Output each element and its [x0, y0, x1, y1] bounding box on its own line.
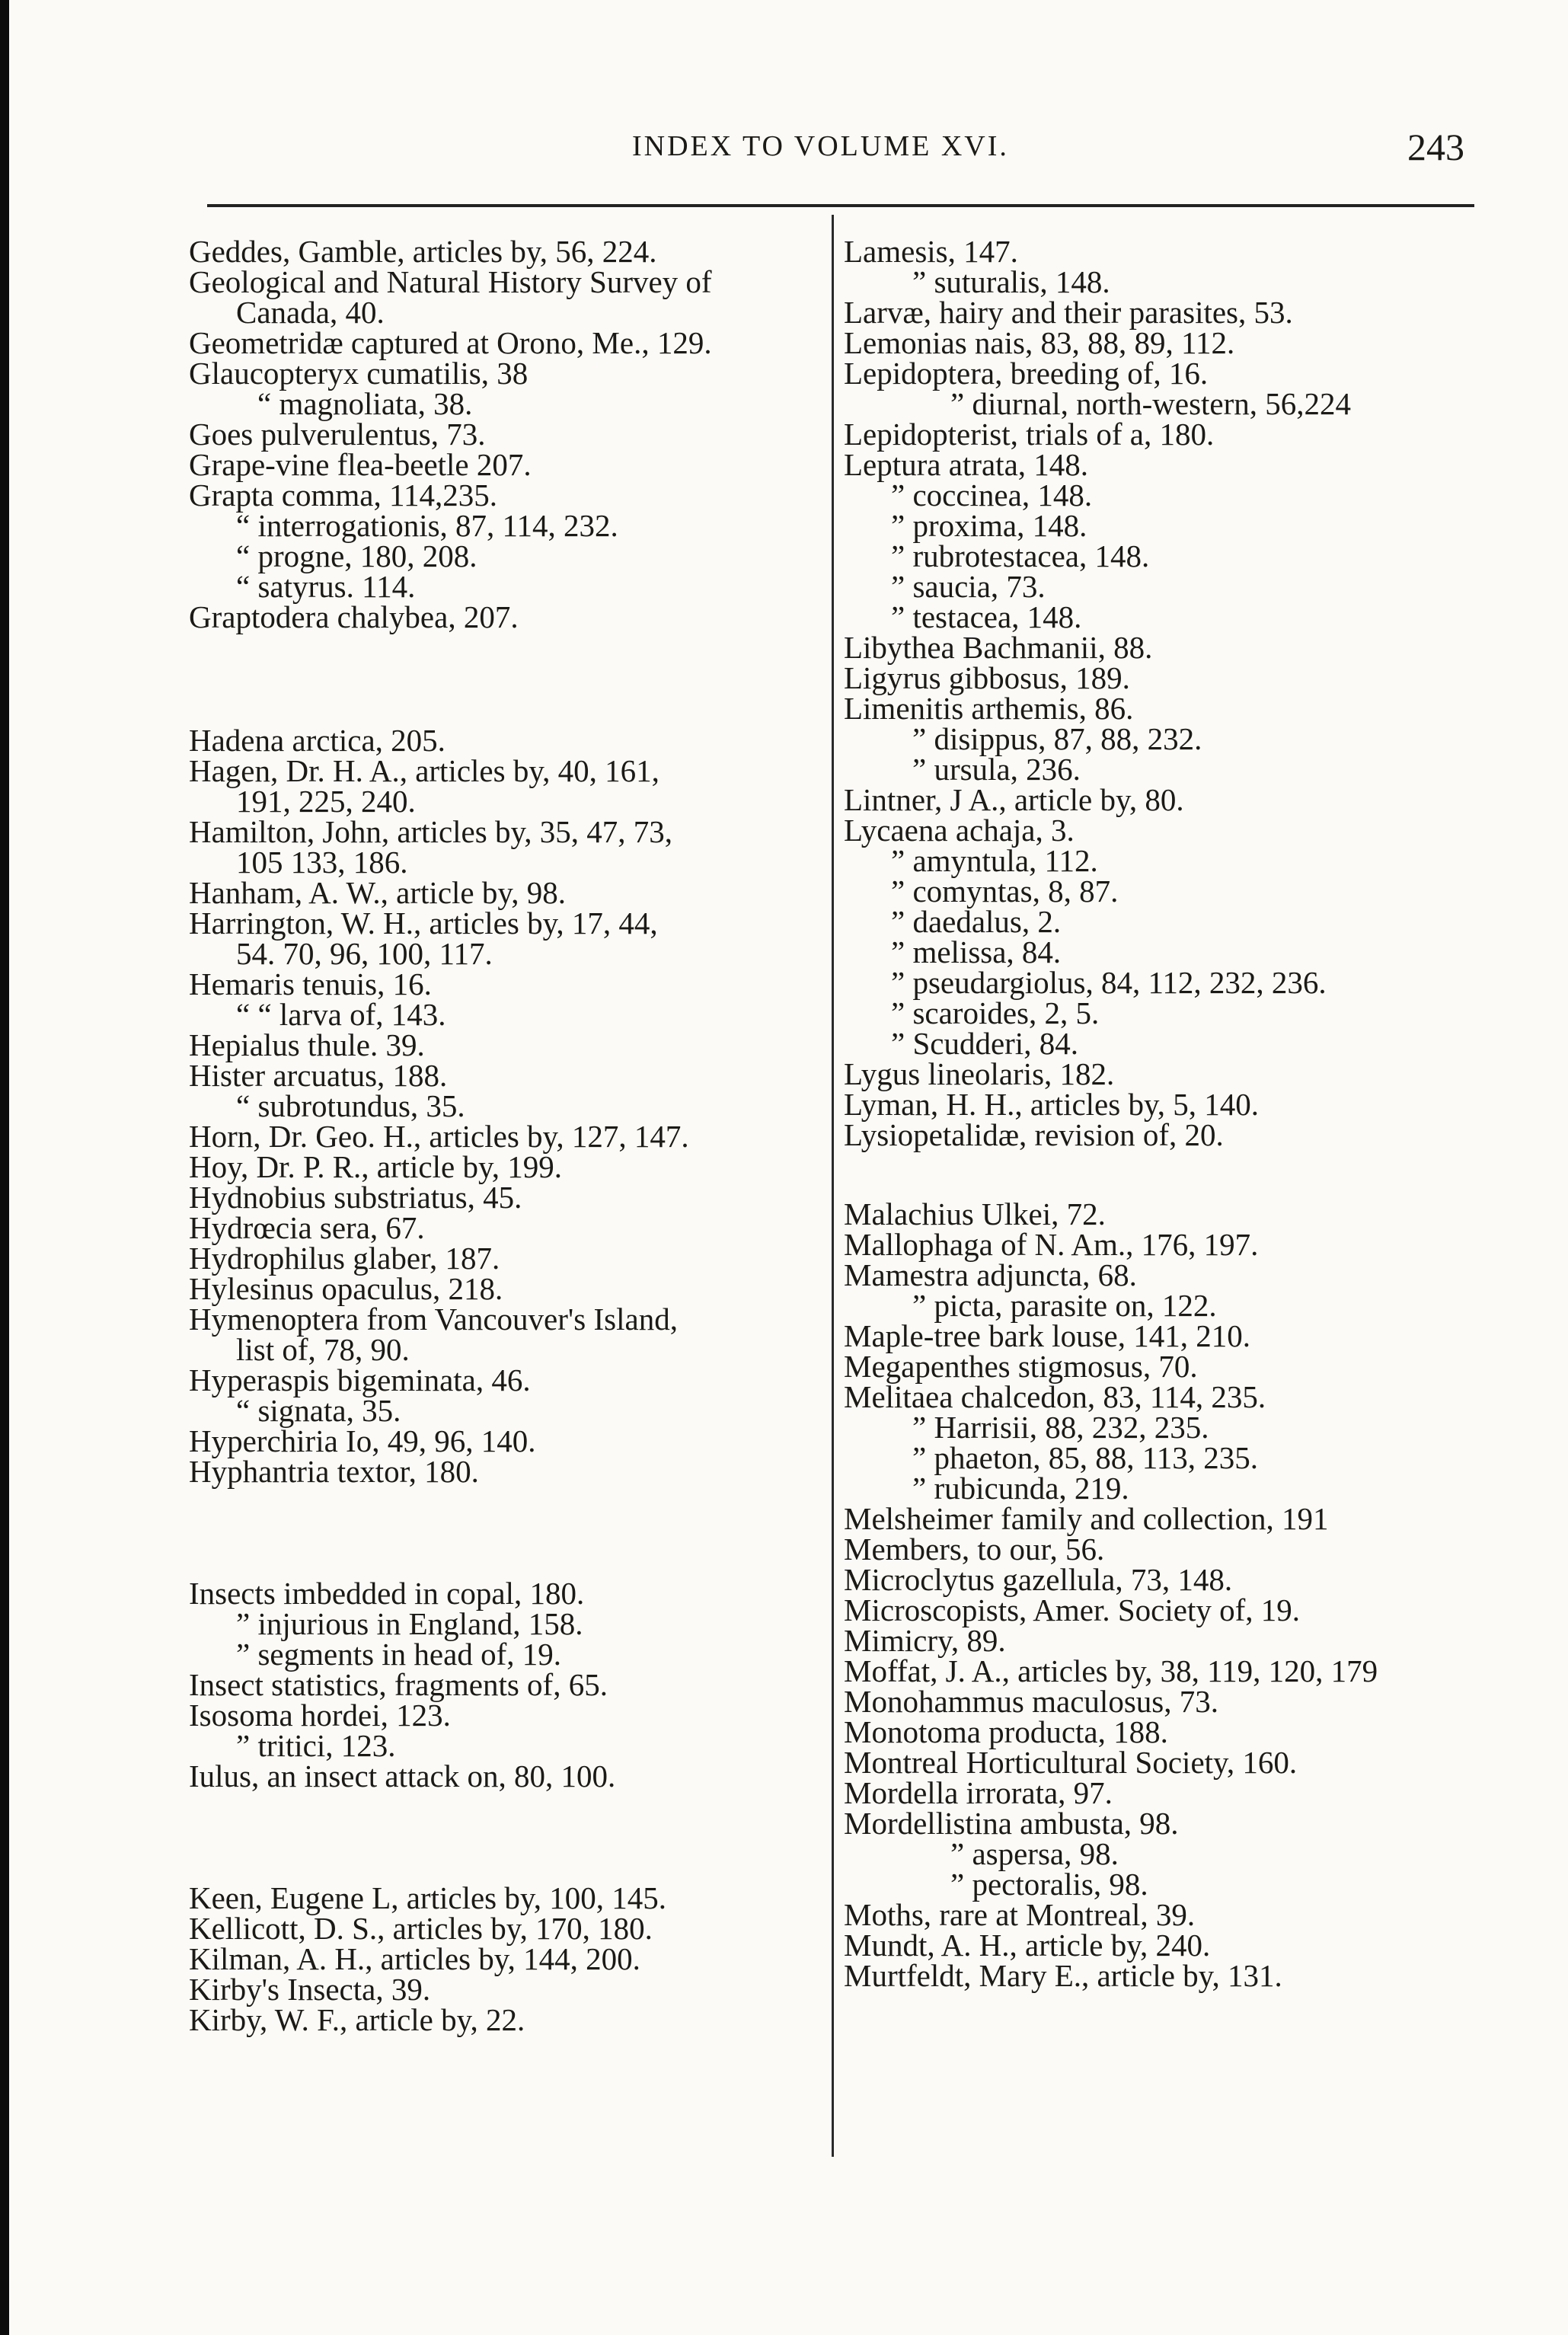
index-entry: ” Harrisii, 88, 232, 235. [912, 1410, 1209, 1445]
page-header [0, 126, 1568, 183]
index-entry: Mundt, A. H., article by, 240. [844, 1928, 1211, 1963]
index-entry: Monotoma producta, 188. [844, 1714, 1168, 1749]
index-entry: Grapta comma, 114,235. [189, 478, 497, 513]
index-entry: ” tritici, 123. [236, 1728, 396, 1763]
index-entry: Hyphantria textor, 180. [189, 1454, 479, 1489]
index-entry: Libythea Bachmanii, 88. [844, 630, 1153, 665]
index-entry: Melsheimer family and collection, 191 [844, 1501, 1329, 1536]
group-gap [189, 1487, 821, 1578]
index-entry: “ “ larva of, 143. [236, 997, 446, 1032]
index-entry: ” Scudderi, 84. [891, 1026, 1078, 1061]
index-entry: ” proxima, 148. [891, 508, 1087, 543]
index-entry: “ satyrus. 114. [236, 569, 416, 604]
index-entry: Horn, Dr. Geo. H., articles by, 127, 147. [189, 1119, 689, 1154]
index-entry: Lintner, J A., article by, 80. [844, 782, 1184, 817]
index-entry: ” scaroides, 2, 5. [891, 995, 1100, 1030]
index-entry: Keen, Eugene L, articles by, 100, 145. [189, 1880, 666, 1915]
index-column-right [844, 236, 1499, 1991]
index-entry: ” phaeton, 85, 88, 113, 235. [912, 1440, 1258, 1475]
index-entry: Leptura atrata, 148. [844, 447, 1089, 482]
index-entry: Mimicry, 89. [844, 1623, 1006, 1658]
index-entry: ” injurious in England, 158. [236, 1606, 583, 1641]
index-entry: Megapenthes stigmosus, 70. [844, 1349, 1198, 1384]
index-entry: Microclytus gazellula, 73, 148. [844, 1562, 1233, 1597]
index-entry: Hydnobius substriatus, 45. [189, 1180, 522, 1215]
index-entry: Hepialus thule. 39. [189, 1027, 425, 1062]
index-entry: ” saucia, 73. [891, 569, 1046, 604]
index-entry: Glaucopteryx cumatilis, 38 [189, 356, 529, 391]
index-entry: ” rubicunda, 219. [912, 1471, 1129, 1506]
index-entry: Lepidoptera, breeding of, 16. [844, 356, 1209, 391]
index-entry: Lyman, H. H., articles by, 5, 140. [844, 1087, 1260, 1122]
index-entry: Microscopists, Amer. Society of, 19. [844, 1592, 1301, 1627]
index-entry: Geddes, Gamble, articles by, 56, 224. [189, 234, 657, 269]
index-entry: Hoy, Dr. P. R., article by, 199. [189, 1149, 563, 1184]
index-entry: ” suturalis, 148. [912, 264, 1110, 299]
index-entry: Ligyrus gibbosus, 189. [844, 660, 1130, 695]
index-entry: Kellicott, D. S., articles by, 170, 180. [189, 1911, 653, 1946]
index-entry: list of, 78, 90. [236, 1332, 410, 1367]
index-entry: “ subrotundus, 35. [236, 1088, 465, 1123]
index-entry: Hydrœcia sera, 67. [189, 1210, 425, 1245]
index-entry: ” pseudargiolus, 84, 112, 232, 236. [891, 965, 1327, 1000]
index-entry: ” pectoralis, 98. [950, 1867, 1148, 1902]
index-entry: Graptodera chalybea, 207. [189, 599, 519, 634]
index-entry: “ magnoliata, 38. [257, 386, 473, 421]
index-entry: Moffat, J. A., articles by, 38, 119, 120, 179 [844, 1653, 1378, 1688]
index-entry: Isosoma hordei, 123. [189, 1698, 451, 1733]
index-column-left [189, 236, 821, 2035]
index-entry: “ progne, 180, 208. [236, 538, 477, 573]
index-entry: Members, to our, 56. [844, 1532, 1105, 1567]
index-entry: Hadena arctica, 205. [189, 723, 445, 758]
running-title: INDEX TO VOLUME XVI. [632, 130, 1009, 162]
index-entry: Hanham, A. W., article by, 98. [189, 875, 566, 910]
index-entry: Limenitis arthemis, 86. [844, 691, 1134, 726]
page-number: 243 [1407, 126, 1464, 168]
index-entry: Monohammus maculosus, 73. [844, 1684, 1218, 1719]
index-entry: Grape-vine flea-beetle 207. [189, 447, 532, 482]
index-entry: ” comyntas, 8, 87. [891, 874, 1119, 909]
index-entry: Lysiopetalidæ, revision of, 20. [844, 1117, 1224, 1152]
index-entry: Murtfeldt, Mary E., article by, 131. [844, 1958, 1282, 1993]
index-entry: Hemaris tenuis, 16. [189, 966, 432, 1001]
index-entry: Melitaea chalcedon, 83, 114, 235. [844, 1379, 1266, 1414]
index-entry: Hyperaspis bigeminata, 46. [189, 1362, 531, 1397]
index-group-i [189, 1576, 821, 1794]
index-entry: Insect statistics, fragments of, 65. [189, 1667, 608, 1702]
index-entry: Insects imbedded in copal, 180. [189, 1576, 585, 1611]
index-entry: Kirby, W. F., article by, 22. [189, 2002, 525, 2037]
index-entry: 105 133, 186. [236, 845, 408, 880]
index-entry: 54. 70, 96, 100, 117. [236, 936, 493, 971]
index-entry: Montreal Horticultural Society, 160. [844, 1745, 1298, 1780]
group-gap [844, 1150, 1499, 1199]
index-entry: Maple-tree bark louse, 141, 210. [844, 1318, 1250, 1353]
index-entry: 191, 225, 240. [236, 784, 416, 819]
index-entry: Moths, rare at Montreal, 39. [844, 1897, 1196, 1932]
index-entry: ” picta, parasite on, 122. [912, 1288, 1217, 1323]
index-entry: ” melissa, 84. [891, 934, 1062, 969]
index-entry: ” rubrotestacea, 148. [891, 538, 1150, 573]
index-entry: Harrington, W. H., articles by, 17, 44, [189, 906, 658, 941]
index-entry: Mordellistina ambusta, 98. [844, 1806, 1179, 1841]
index-entry: Hagen, Dr. H. A., articles by, 40, 161, [189, 753, 659, 788]
index-entry: Mallophaga of N. Am., 176, 197. [844, 1227, 1259, 1262]
page-edge-shadow [0, 0, 9, 2335]
index-group-m [844, 1196, 1499, 1993]
index-entry: Lepidopterist, trials of a, 180. [844, 417, 1215, 452]
index-entry: Malachius Ulkei, 72. [844, 1196, 1106, 1231]
index-entry: ” disippus, 87, 88, 232. [912, 721, 1202, 756]
index-entry: Hyperchiria Io, 49, 96, 140. [189, 1423, 536, 1458]
group-gap [189, 632, 821, 725]
index-entry: Hamilton, John, articles by, 35, 47, 73, [189, 814, 673, 849]
index-entry: ” daedalus, 2. [891, 904, 1062, 939]
index-entry: ” diurnal, north-western, 56,224 [950, 386, 1352, 421]
index-entry: Hister arcuatus, 188. [189, 1058, 448, 1093]
index-entry: ” testacea, 148. [891, 599, 1082, 634]
index-entry: Kirby's Insecta, 39. [189, 1972, 431, 2007]
group-gap [189, 1791, 821, 1883]
index-group-k [189, 1880, 821, 2037]
index-entry: ” ursula, 236. [912, 752, 1081, 787]
column-divider [832, 215, 834, 2157]
index-entry: ” amyntula, 112. [891, 843, 1098, 878]
index-entry: Lamesis, 147. [844, 234, 1018, 269]
index-group-h [189, 725, 821, 1487]
index-entry: Hymenoptera from Vancouver's Island, [189, 1302, 678, 1337]
index-entry: Mordella irrorata, 97. [844, 1775, 1113, 1810]
index-entry: ” coccinea, 148. [891, 478, 1093, 513]
index-entry: Geometridæ captured at Orono, Me., 129. [189, 325, 712, 360]
index-entry: Hylesinus opaculus, 218. [189, 1271, 503, 1306]
index-group-l [844, 236, 1499, 1150]
index-entry: Lemonias nais, 83, 88, 89, 112. [844, 325, 1235, 360]
header-rule [207, 204, 1474, 207]
index-entry: Geological and Natural History Survey of [189, 264, 712, 299]
index-entry: ” aspersa, 98. [950, 1836, 1119, 1871]
index-entry: Larvæ, hairy and their parasites, 53. [844, 295, 1293, 330]
index-entry: ” segments in head of, 19. [236, 1637, 561, 1672]
index-entry: Hydrophilus glaber, 187. [189, 1241, 500, 1276]
index-entry: “ signata, 35. [236, 1393, 401, 1428]
index-group-g [189, 236, 821, 632]
index-entry: Kilman, A. H., articles by, 144, 200. [189, 1941, 640, 1976]
index-entry: “ interrogationis, 87, 114, 232. [236, 508, 618, 543]
index-entry: Lygus lineolaris, 182. [844, 1056, 1115, 1091]
index-entry: Iulus, an insect attack on, 80, 100. [189, 1758, 616, 1794]
index-entry: Mamestra adjuncta, 68. [844, 1257, 1137, 1292]
index-entry: Goes pulverulentus, 73. [189, 417, 486, 452]
index-entry: Lycaena achaja, 3. [844, 813, 1075, 848]
index-entry: Canada, 40. [236, 295, 385, 330]
